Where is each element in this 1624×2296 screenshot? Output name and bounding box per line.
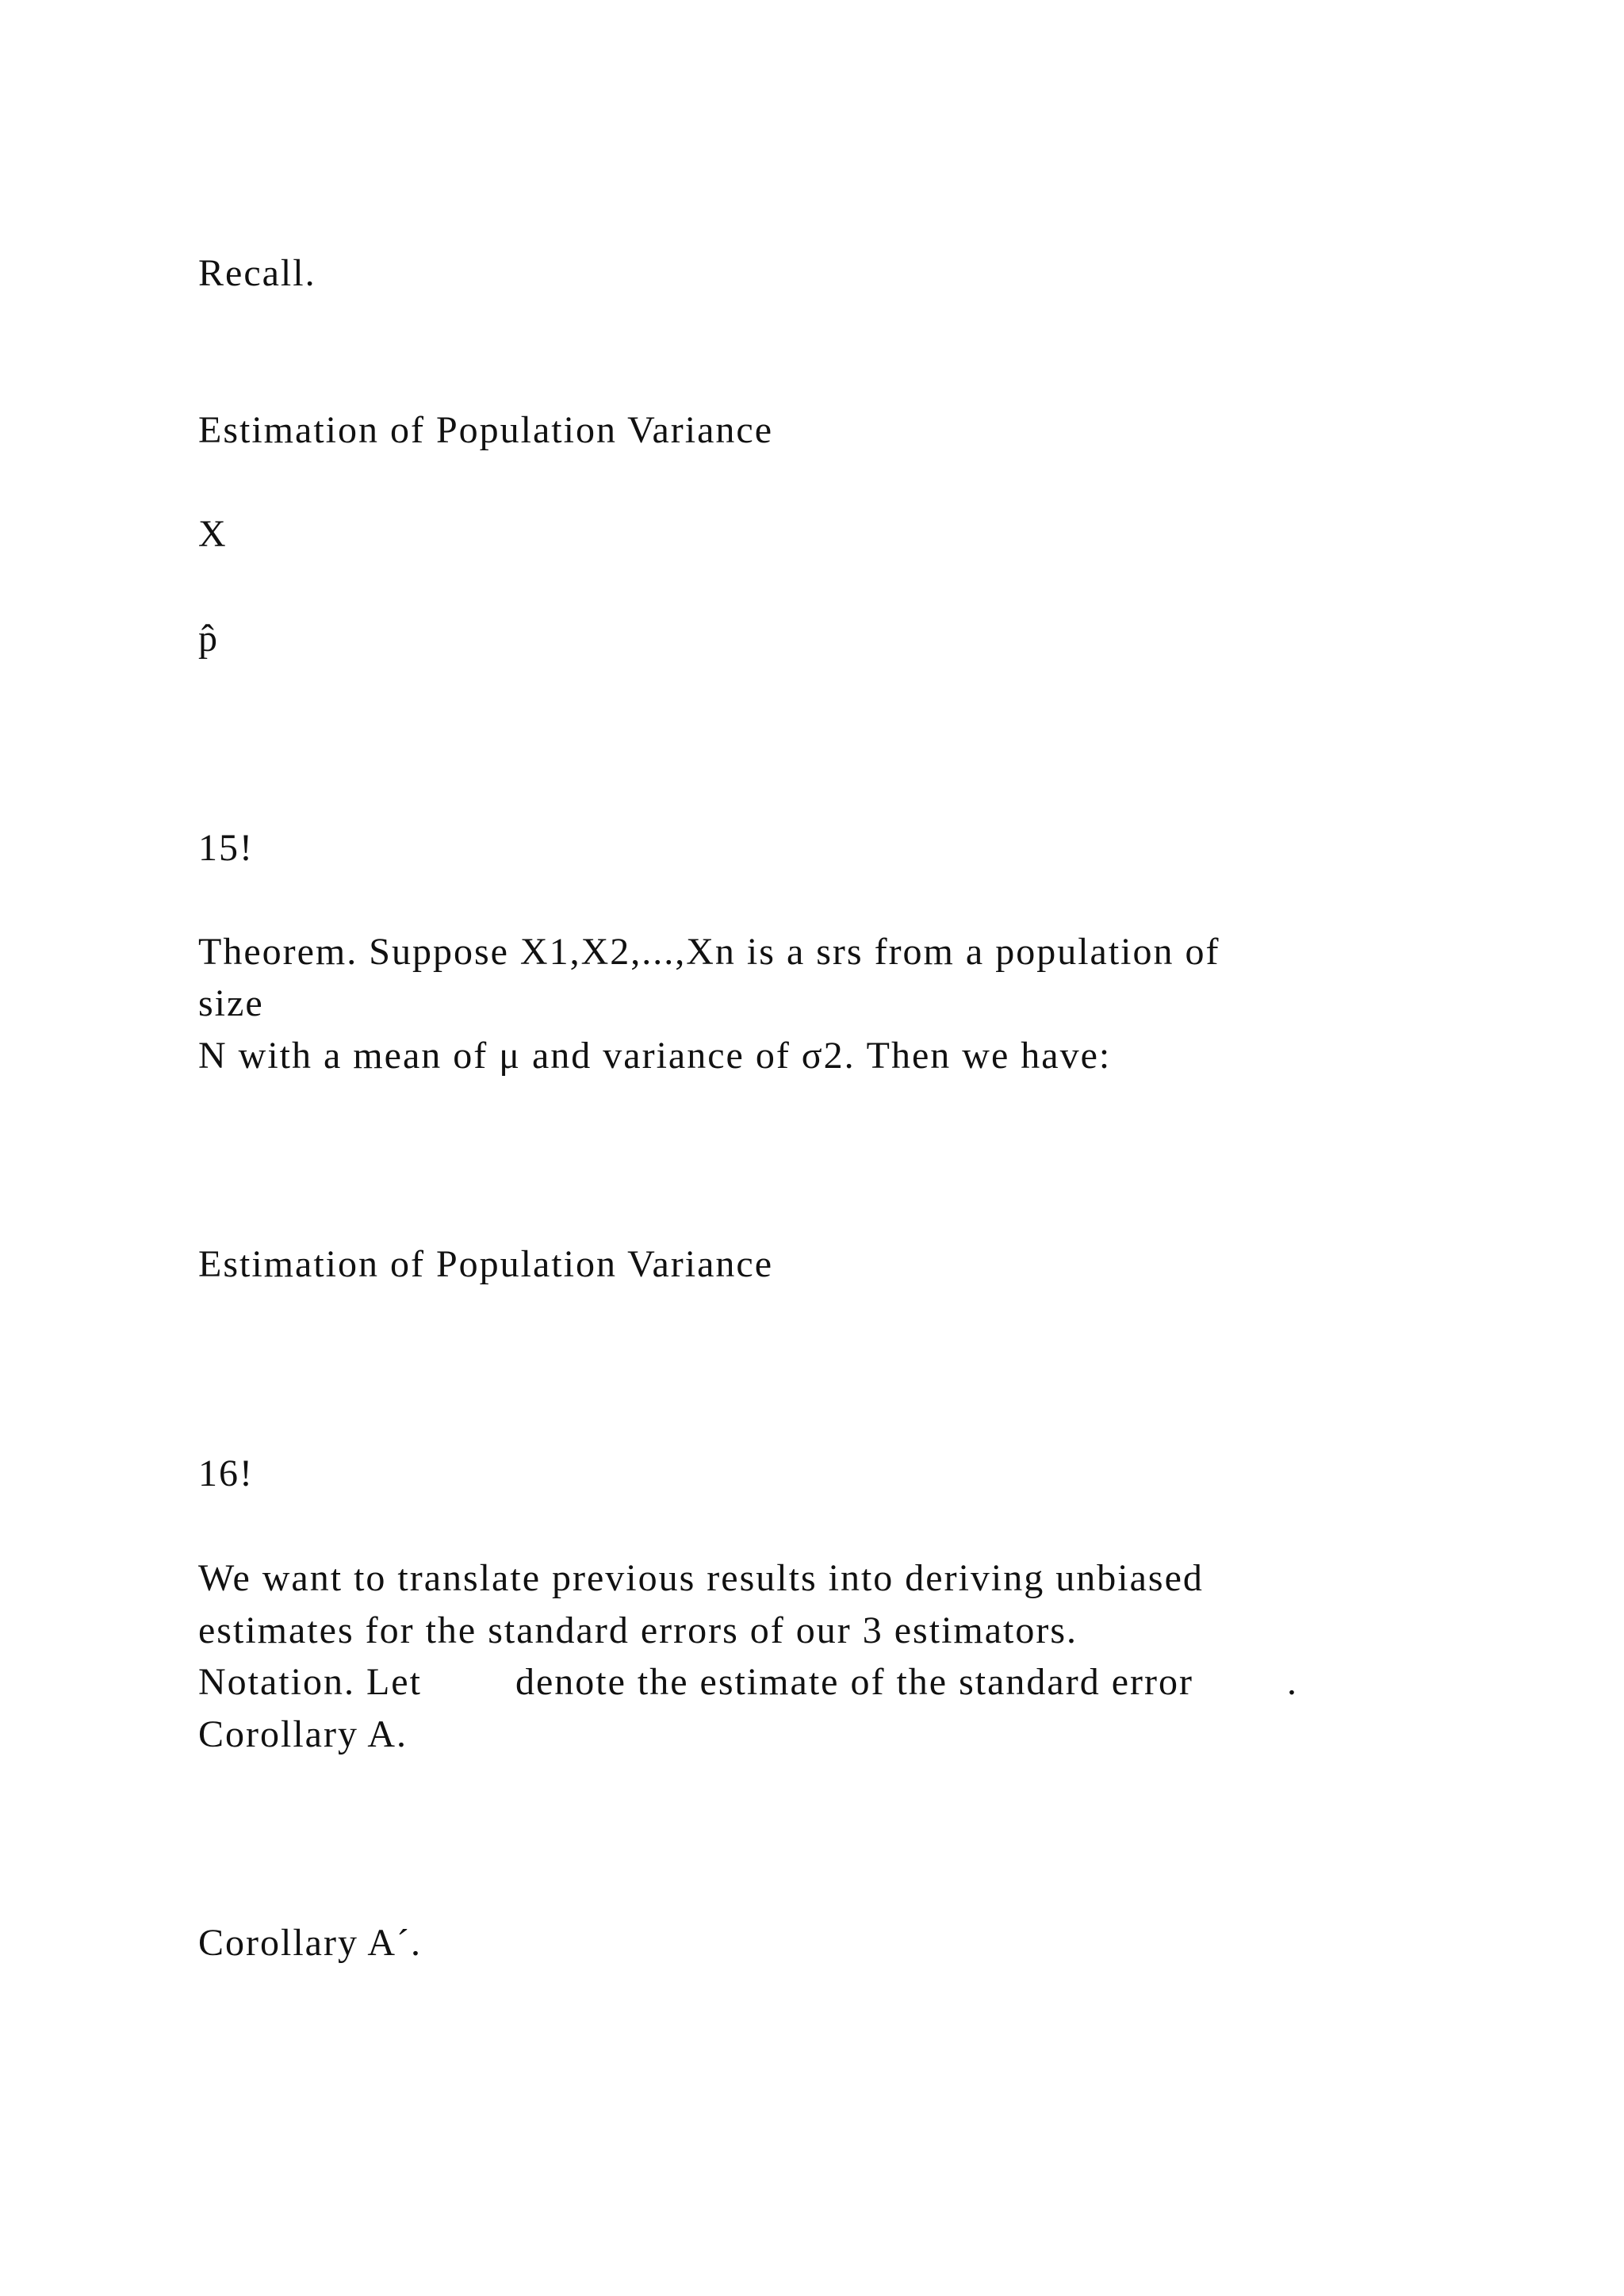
corollary-a-prime-label: Corollary A´.	[198, 1922, 422, 1964]
notation-start: Notation. Let	[198, 1661, 422, 1703]
p-hat-symbol: p̂	[198, 618, 219, 660]
theorem-line-3: N with a mean of μ and variance of σ2. Then we have:	[198, 1035, 1112, 1077]
notation-end: .	[1286, 1661, 1298, 1703]
notation-middle: denote the estimate of the standard error	[515, 1661, 1193, 1703]
recall-label: Recall.	[198, 252, 316, 294]
notation-line	[198, 1656, 1298, 1709]
theorem-line-2: size	[198, 982, 264, 1024]
section-heading-population-variance-2: Estimation of Population Variance	[198, 1243, 773, 1285]
section-heading-population-variance-1: Estimation of Population Variance	[198, 409, 773, 451]
theorem-line-1: Theorem. Suppose X1,X2,...,Xn is a srs from a population of	[198, 931, 1220, 973]
x-symbol: X	[198, 513, 228, 555]
paragraph-line-2: estimates for the standard errors of our 3 estimators.	[198, 1609, 1078, 1651]
paragraph-line-1: We want to translate previous results into deriving unbiased	[198, 1557, 1204, 1599]
corollary-a-label: Corollary A.	[198, 1713, 408, 1755]
slide-number-15: 15!	[198, 827, 254, 869]
slide-number-16: 16!	[198, 1452, 254, 1494]
